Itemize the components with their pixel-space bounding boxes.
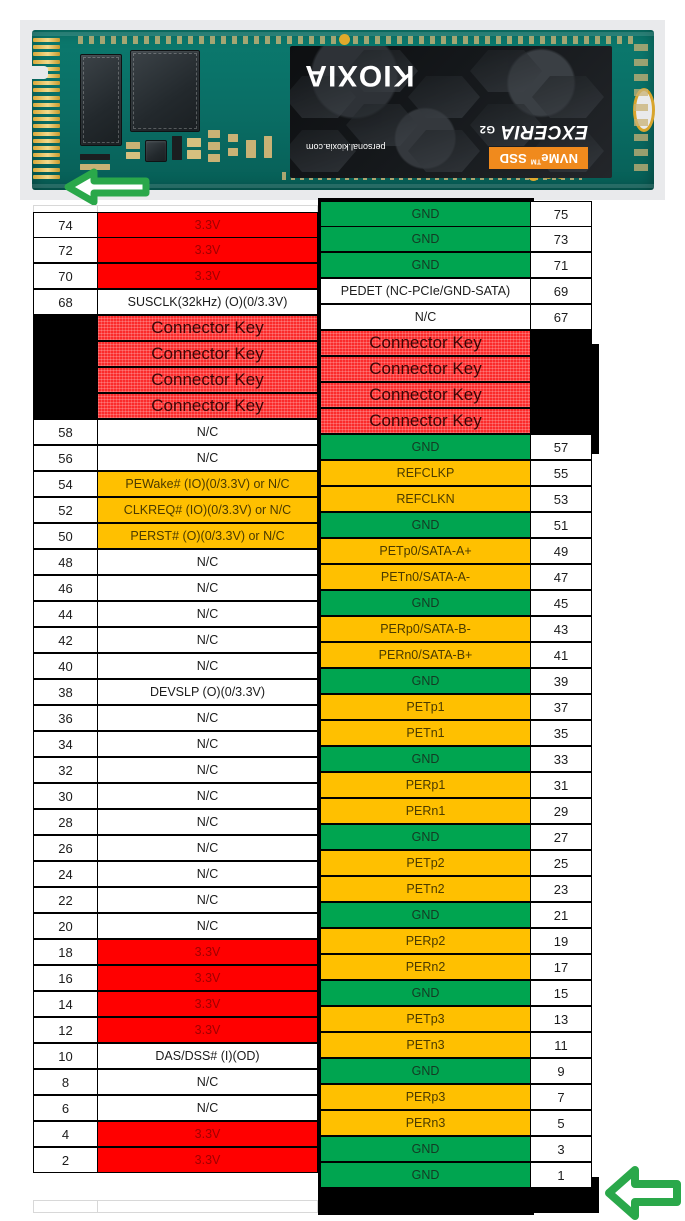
table-row — [33, 420, 318, 446]
signal-name-cell: N/C — [97, 705, 318, 731]
pin-number-cell: 57 — [530, 434, 592, 460]
signal-name-cell: N/C — [97, 1095, 318, 1121]
smd-component — [208, 130, 220, 138]
smd-component — [80, 154, 110, 160]
signal-name-cell: 3.3V — [97, 1017, 318, 1043]
signal-name-cell: PERp0/SATA-B- — [320, 616, 531, 642]
signal-name-cell: GND — [320, 434, 531, 460]
signal-name-cell: PERn2 — [320, 954, 531, 980]
signal-name-cell: N/C — [97, 809, 318, 835]
connector-finger — [33, 168, 60, 172]
connector-finger — [33, 60, 60, 64]
pin-number-cell: 3 — [530, 1136, 592, 1162]
pin-number-cell: 25 — [530, 850, 592, 876]
smd-component — [228, 148, 238, 156]
pin-number-cell: 34 — [33, 731, 98, 757]
pin-number-cell: 16 — [33, 965, 98, 991]
signal-name-cell: 3.3V — [97, 237, 318, 263]
table-row — [33, 914, 318, 940]
pin-number-cell: 6 — [33, 1095, 98, 1121]
green-left-arrow-pin1 — [603, 1162, 683, 1221]
pin-number-cell: 36 — [33, 705, 98, 731]
signal-name-cell: 3.3V — [97, 965, 318, 991]
trademark-mark: TM — [530, 157, 542, 165]
signal-name-cell: 3.3V — [97, 991, 318, 1017]
signal-name-cell: GND — [320, 1162, 531, 1188]
ssd-product-photo — [20, 20, 665, 200]
table-row — [33, 784, 318, 810]
signal-name-cell: Connector Key — [320, 330, 531, 356]
signal-name-cell: Connector Key — [97, 315, 318, 341]
table-row — [33, 836, 318, 862]
pin-number-cell: 18 — [33, 939, 98, 965]
connector-finger — [33, 96, 60, 100]
table-row — [33, 1096, 318, 1122]
signal-name-cell: GND — [320, 590, 531, 616]
signal-name-cell: GND — [320, 668, 531, 694]
signal-name-cell: GND — [320, 1058, 531, 1084]
signal-name-cell: N/C — [97, 601, 318, 627]
signal-name-cell: Connector Key — [97, 341, 318, 367]
pin-number-cell: 37 — [530, 694, 592, 720]
table-row — [320, 643, 600, 669]
pin-number-cell: 58 — [33, 419, 98, 445]
pin-number-cell: 19 — [530, 928, 592, 954]
signal-name-cell: PETp0/SATA-A+ — [320, 538, 531, 564]
connector-finger — [33, 110, 60, 114]
pin-number-cell — [530, 330, 592, 356]
left-table-footer-strip — [33, 1200, 318, 1213]
table-row — [320, 825, 600, 851]
pin-number-cell: 11 — [530, 1032, 592, 1058]
silkscreen-row-top — [78, 36, 638, 44]
pin-number-cell: 14 — [33, 991, 98, 1017]
table-row — [320, 617, 600, 643]
table-row — [320, 721, 600, 747]
nand-chip-2 — [130, 50, 200, 132]
table-row — [320, 1111, 600, 1137]
connector-finger — [33, 175, 60, 179]
pin-number-cell: 55 — [530, 460, 592, 486]
pin-number-cell: 20 — [33, 913, 98, 939]
smd-component — [126, 142, 140, 149]
table-row — [320, 877, 600, 903]
signal-name-cell: GND — [320, 512, 531, 538]
signal-name-cell: PEDET (NC-PCIe/GND-SATA) — [320, 278, 531, 304]
pin-number-cell: 49 — [530, 538, 592, 564]
signal-name-cell: 3.3V — [97, 1147, 318, 1173]
pin-number-cell: 52 — [33, 497, 98, 523]
pin-number-cell: 27 — [530, 824, 592, 850]
signal-name-cell: GND — [320, 1136, 531, 1162]
table-row — [320, 461, 600, 487]
table-row — [33, 654, 318, 680]
table-row — [320, 851, 600, 877]
signal-name-cell: N/C — [97, 549, 318, 575]
signal-name-cell: GND — [320, 824, 531, 850]
signal-name-cell: PERST# (O)(0/3.3V) or N/C — [97, 523, 318, 549]
pin-number-cell: 69 — [530, 278, 592, 304]
pin-number-cell: 29 — [530, 798, 592, 824]
pin-number-cell — [530, 382, 592, 408]
connector-finger — [33, 117, 60, 121]
signal-name-cell: N/C — [97, 913, 318, 939]
signal-name-cell: PEWake# (IO)(0/3.3V) or N/C — [97, 471, 318, 497]
connector-finger — [33, 103, 60, 107]
pin-number-cell: 51 — [530, 512, 592, 538]
pin-number-cell: 70 — [33, 263, 98, 289]
pin-number-cell: 46 — [33, 575, 98, 601]
signal-name-cell: 3.3V — [97, 263, 318, 289]
edge-connector-fingers — [32, 38, 62, 182]
table-row — [320, 305, 600, 331]
signal-name-cell: PETn3 — [320, 1032, 531, 1058]
table-row — [33, 368, 318, 394]
table-row — [33, 758, 318, 784]
pin-number-cell: 8 — [33, 1069, 98, 1095]
signal-name-cell: N/C — [97, 887, 318, 913]
pin-number-cell: 31 — [530, 772, 592, 798]
table-row — [33, 888, 318, 914]
table-row — [320, 409, 600, 435]
pcb-board — [32, 30, 654, 190]
table-row — [33, 602, 318, 628]
table-row — [320, 903, 600, 929]
nvme-ssd-badge — [489, 147, 588, 169]
table-row — [33, 472, 318, 498]
signal-name-cell: N/C — [97, 653, 318, 679]
signal-name-cell: GND — [320, 746, 531, 772]
product-label — [290, 46, 612, 178]
signal-name-cell: DAS/DSS# (I)(OD) — [97, 1043, 318, 1069]
pin-number-cell: 75 — [530, 201, 592, 227]
smd-component — [187, 150, 201, 159]
connector-finger — [33, 146, 60, 150]
signal-name-cell: N/C — [97, 445, 318, 471]
signal-name-cell: PETn2 — [320, 876, 531, 902]
table-row — [320, 747, 600, 773]
pin-number-cell: 5 — [530, 1110, 592, 1136]
table-row — [33, 524, 318, 550]
table-row — [320, 201, 600, 227]
pin-number-cell: 28 — [33, 809, 98, 835]
smd-component — [172, 136, 182, 160]
table-row — [33, 1070, 318, 1096]
pin-number-cell: 54 — [33, 471, 98, 497]
signal-name-cell: DEVSLP (O)(0/3.3V) — [97, 679, 318, 705]
table-row — [33, 576, 318, 602]
table-row — [33, 810, 318, 836]
signal-name-cell: REFCLKN — [320, 486, 531, 512]
via-pad — [339, 34, 350, 45]
table-row — [33, 316, 318, 342]
maker-logo-text: KIOXIA — [304, 59, 415, 92]
nvme-badge-text: NVMe — [541, 151, 578, 166]
pin-number-cell: 56 — [33, 445, 98, 471]
pin-number-cell: 41 — [530, 642, 592, 668]
table-row — [320, 1085, 600, 1111]
ssd-badge-text: SSD — [499, 151, 527, 166]
table-row — [320, 799, 600, 825]
pin-number-cell: 50 — [33, 523, 98, 549]
signal-name-cell: N/C — [97, 1069, 318, 1095]
connector-finger — [33, 88, 60, 92]
pin-number-cell: 71 — [530, 252, 592, 278]
pin-number-cell: 42 — [33, 627, 98, 653]
signal-name-cell: PERp1 — [320, 772, 531, 798]
table-row — [33, 628, 318, 654]
smd-component — [228, 134, 238, 142]
connector-finger — [33, 81, 60, 85]
pin-number-cell: 32 — [33, 757, 98, 783]
table-row — [320, 487, 600, 513]
nand-chip-1 — [80, 54, 122, 146]
smd-component — [126, 152, 140, 159]
pin-number-cell: 72 — [33, 237, 98, 263]
table-row — [320, 955, 600, 981]
signal-name-cell: PETn1 — [320, 720, 531, 746]
table-row — [33, 1044, 318, 1070]
brand-name — [479, 120, 588, 142]
signal-name-cell: PERp3 — [320, 1084, 531, 1110]
table-row — [320, 279, 600, 305]
signal-name-cell: PETn0/SATA-A- — [320, 564, 531, 590]
signal-name-cell: N/C — [97, 731, 318, 757]
smd-component — [264, 136, 272, 158]
signal-name-cell: Connector Key — [97, 367, 318, 393]
pin-number-cell: 33 — [530, 746, 592, 772]
pin-number-cell: 22 — [33, 887, 98, 913]
pin-number-cell: 39 — [530, 668, 592, 694]
brand-gen: G2 — [479, 123, 495, 135]
pin-number-cell: 30 — [33, 783, 98, 809]
footer-cell-pin — [33, 1200, 98, 1213]
table-row — [33, 264, 318, 290]
table-row — [320, 331, 600, 357]
signal-name-cell: N/C — [97, 835, 318, 861]
table-row — [320, 669, 600, 695]
pin-number-cell — [33, 341, 98, 367]
pin-number-cell: 45 — [530, 590, 592, 616]
connector-finger — [33, 38, 60, 42]
pin-number-cell: 2 — [33, 1147, 98, 1173]
connector-finger — [33, 124, 60, 128]
connector-finger — [33, 132, 60, 136]
pin-number-cell: 23 — [530, 876, 592, 902]
signal-name-cell: PETp1 — [320, 694, 531, 720]
brand-excerria: EXCERIA — [500, 121, 588, 142]
pin-number-cell — [33, 315, 98, 341]
table-row — [320, 1137, 600, 1163]
table-row — [33, 290, 318, 316]
table-row — [320, 435, 600, 461]
signal-name-cell: Connector Key — [320, 356, 531, 382]
pin-number-cell: 48 — [33, 549, 98, 575]
table-row — [320, 383, 600, 409]
signal-name-cell: CLKREQ# (IO)(0/3.3V) or N/C — [97, 497, 318, 523]
pin-number-cell: 53 — [530, 486, 592, 512]
table-row — [33, 680, 318, 706]
pin-number-cell — [33, 367, 98, 393]
even-pins-table — [33, 212, 318, 1174]
maker-url: personal.kioxia.com — [306, 142, 386, 152]
signal-name-cell: GND — [320, 226, 531, 252]
pin-number-cell: 40 — [33, 653, 98, 679]
pin-number-cell: 15 — [530, 980, 592, 1006]
signal-name-cell: GND — [320, 201, 531, 227]
pin-number-cell: 1 — [530, 1162, 592, 1188]
signal-name-cell: 3.3V — [97, 212, 318, 238]
signal-name-cell: 3.3V — [97, 939, 318, 965]
signal-name-cell: N/C — [97, 783, 318, 809]
table-row — [320, 695, 600, 721]
odd-pins-table — [320, 201, 600, 1189]
pin-number-cell: 17 — [530, 954, 592, 980]
signal-name-cell: REFCLKP — [320, 460, 531, 486]
signal-name-cell: N/C — [97, 757, 318, 783]
pin-number-cell: 9 — [530, 1058, 592, 1084]
table-row — [33, 862, 318, 888]
connector-finger — [33, 52, 60, 56]
pin-number-cell: 4 — [33, 1121, 98, 1147]
table-row — [320, 981, 600, 1007]
signal-name-cell: PERn0/SATA-B+ — [320, 642, 531, 668]
pin-number-cell: 35 — [530, 720, 592, 746]
pin-number-cell — [530, 356, 592, 382]
pin-number-cell: 38 — [33, 679, 98, 705]
footer-cell-signal — [97, 1200, 318, 1213]
table-row — [33, 992, 318, 1018]
table-row — [33, 342, 318, 368]
smd-component — [208, 142, 220, 150]
green-left-arrow-connector — [64, 168, 150, 206]
table-row — [33, 394, 318, 420]
pin-number-cell: 12 — [33, 1017, 98, 1043]
table-row — [33, 966, 318, 992]
signal-name-cell: PETp3 — [320, 1006, 531, 1032]
table-row — [320, 591, 600, 617]
signal-name-cell: N/C — [97, 575, 318, 601]
table-row — [33, 732, 318, 758]
connector-finger — [33, 153, 60, 157]
table-row — [320, 227, 600, 253]
signal-name-cell: PETp2 — [320, 850, 531, 876]
m2-pinout-table — [0, 205, 685, 1221]
table-row — [320, 357, 600, 383]
pin-number-cell: 26 — [33, 835, 98, 861]
table-row — [33, 212, 318, 238]
connector-finger — [33, 139, 60, 143]
signal-name-cell: N/C — [320, 304, 531, 330]
table-row — [33, 706, 318, 732]
connector-finger — [33, 45, 60, 49]
signal-name-cell: N/C — [97, 627, 318, 653]
signal-name-cell: 3.3V — [97, 1121, 318, 1147]
signal-name-cell: GND — [320, 980, 531, 1006]
signal-name-cell: GND — [320, 902, 531, 928]
pin-number-cell: 47 — [530, 564, 592, 590]
signal-name-cell: Connector Key — [97, 393, 318, 419]
table-row — [33, 550, 318, 576]
signal-name-cell: N/C — [97, 861, 318, 887]
table-row — [320, 1163, 600, 1189]
table-row — [320, 1059, 600, 1085]
table-row — [33, 940, 318, 966]
table-row — [33, 446, 318, 472]
signal-name-cell: PERn1 — [320, 798, 531, 824]
table-row — [33, 238, 318, 264]
pin-number-cell: 44 — [33, 601, 98, 627]
smd-component — [246, 140, 256, 158]
controller-chip — [145, 140, 167, 162]
signal-name-cell: SUSCLK(32kHz) (O)(0/3.3V) — [97, 289, 318, 315]
signal-name-cell: Connector Key — [320, 408, 531, 434]
pin-number-cell: 10 — [33, 1043, 98, 1069]
right-pad-column — [634, 44, 648, 174]
table-row — [320, 1033, 600, 1059]
table-row — [33, 1018, 318, 1044]
pin-number-cell: 7 — [530, 1084, 592, 1110]
pin-number-cell: 73 — [530, 226, 592, 252]
table-row — [320, 253, 600, 279]
table-row — [320, 929, 600, 955]
smd-component — [208, 154, 220, 162]
signal-name-cell: N/C — [97, 419, 318, 445]
pin-number-cell: 68 — [33, 289, 98, 315]
signal-name-cell: GND — [320, 252, 531, 278]
pin-number-cell: 67 — [530, 304, 592, 330]
pin-number-cell: 24 — [33, 861, 98, 887]
pin-number-cell — [33, 393, 98, 419]
pin-number-cell — [530, 408, 592, 434]
pin-number-cell: 43 — [530, 616, 592, 642]
table-row — [320, 773, 600, 799]
table-row — [320, 513, 600, 539]
pin-number-cell: 21 — [530, 902, 592, 928]
table-row — [33, 498, 318, 524]
signal-name-cell: Connector Key — [320, 382, 531, 408]
signal-name-cell: PERp2 — [320, 928, 531, 954]
table-row — [320, 565, 600, 591]
table-row — [320, 1007, 600, 1033]
smd-component — [187, 138, 201, 147]
signal-name-cell: PERn3 — [320, 1110, 531, 1136]
pin-number-cell: 74 — [33, 212, 98, 238]
table-row — [33, 1122, 318, 1148]
table-row — [33, 1148, 318, 1174]
table-row — [320, 539, 600, 565]
pin-number-cell: 13 — [530, 1006, 592, 1032]
m-key-notch — [32, 66, 48, 79]
connector-finger — [33, 160, 60, 164]
